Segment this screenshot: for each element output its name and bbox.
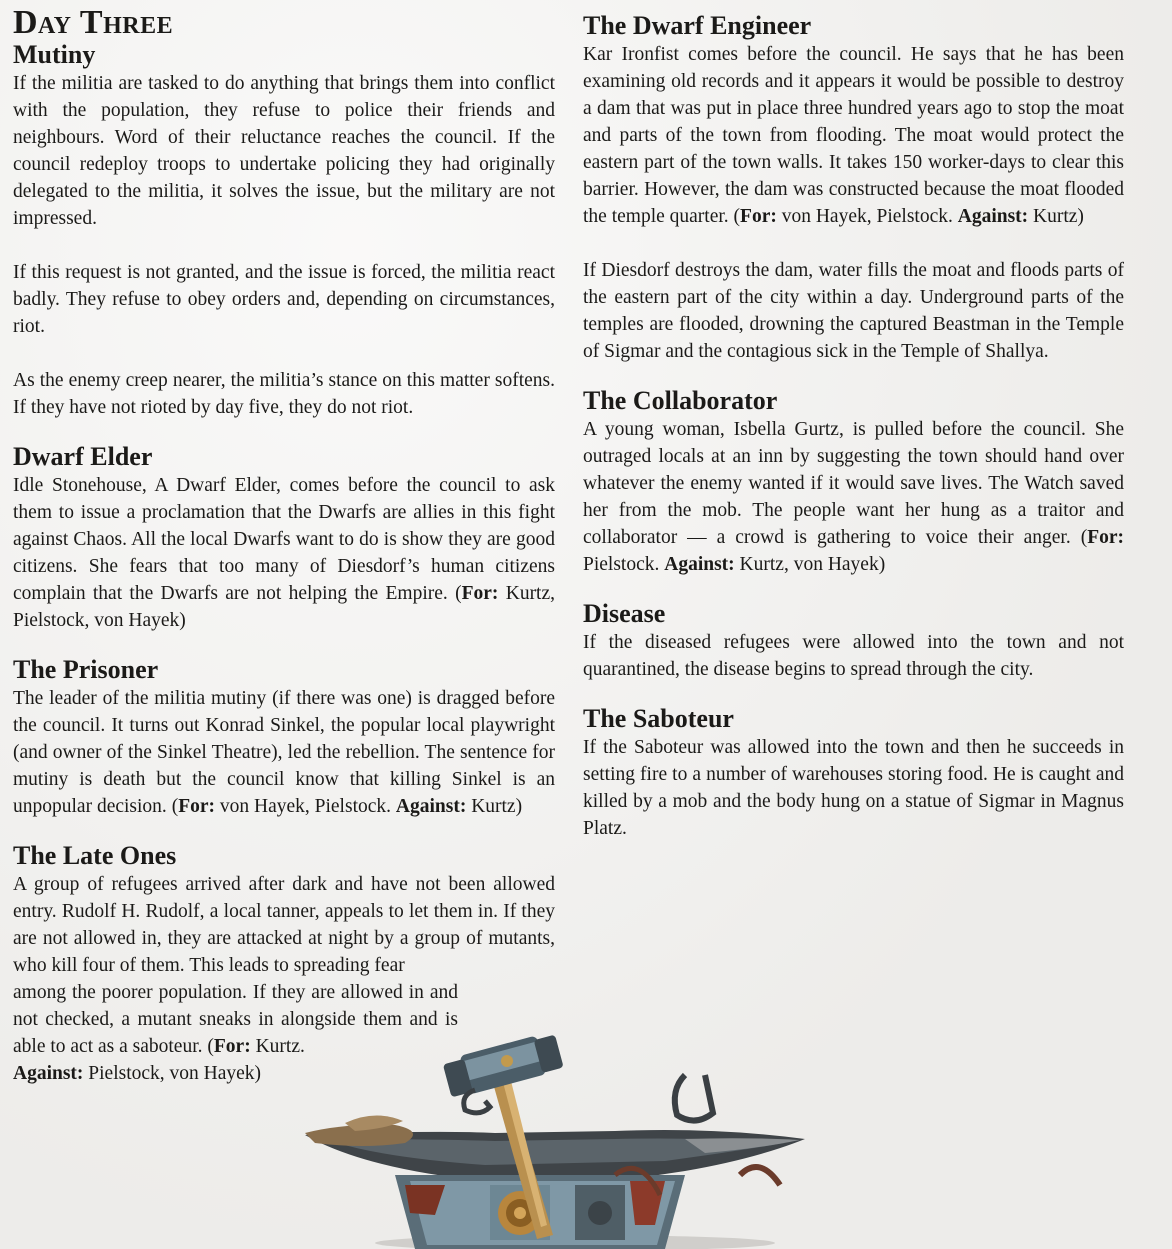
mutiny-paragraph-3: As the enemy creep nearer, the militia’s stance on this matter softens. If they have not rioted by day five, they do not riot. (13, 370, 555, 418)
prisoner-heading: The Prisoner (13, 655, 159, 684)
dwarf-elder-paragraph: Idle Stonehouse, A Dwarf Elder, comes before the council to ask them to issue a proclamation that the Dwarfs are allies in this fight against Chaos. All the local Dwarfs want to do is show they are good citizens. She fears that too many of Diesdorf’s human citizens complain that the Dwarfs are not helping the Empire. (For: Kurtz, Pielstock, von Hayek) (13, 475, 556, 631)
section-prisoner (13, 655, 555, 820)
section-saboteur (583, 704, 1124, 842)
left-column (13, 0, 555, 1108)
dwarf-elder-heading: Dwarf Elder (13, 442, 153, 471)
collaborator-heading: The Collaborator (583, 386, 778, 415)
disease-heading: Disease (583, 599, 666, 628)
engineer-paragraph-2: If Diesdorf destroys the dam, water fills the moat and floods parts of the eastern part of the city within a day. Underground parts of the temples are flooded, drowning the captured Beastman in the Temple of Sigmar and the contagious sick in the Temple of Shallya. (583, 260, 1124, 362)
section-dwarf-engineer (583, 0, 1124, 365)
engineer-heading: The Dwarf Engineer (583, 11, 812, 40)
saboteur-paragraph: If the Saboteur was allowed into the town and then he succeeds in setting fire to a number of warehouses storing food. He is caught and killed by a mob and the body hung on a statue of Sigmar in Magnus Platz. (583, 737, 1124, 839)
mutiny-heading: Mutiny (13, 40, 96, 69)
section-disease (583, 599, 1124, 683)
right-column (583, 0, 1124, 863)
anvil-with-hammer-icon (285, 1035, 805, 1249)
disease-paragraph: If the diseased refugees were allowed into the town and not quarantined, the disease begins to spread through the city. (583, 632, 1124, 680)
section-mutiny (13, 40, 555, 421)
section-dwarf-elder (13, 442, 555, 634)
late-ones-paragraph: A group of refugees arrived after dark and have not been allowed entry. Rudolf H. Rudolf, a local tanner, appeals to let them in. If they are not allowed in, they are attacked at night by a group of mutants, who kill four of them. This leads to spreading fear (13, 874, 555, 976)
mutiny-paragraph-1: If the militia are tasked to do anything that brings them into conflict with the population, they refuse to police their friends and neighbours. Word of their reluctance reaches the council. If the council redeploy troops to undertake policing they had originally delegated to the militia, it solves the issue, but the military are not impressed. (13, 73, 555, 229)
mutiny-paragraph-2: If this request is not granted, and the issue is forced, the militia react badly. They refuse to obey orders and, depending on circumstances, riot. (13, 262, 555, 337)
late-ones-paragraph-cont: among the poorer population. If they are allowed in and not checked, a mutant sneaks in alongside them and is able to act as a saboteur. (For: Kurtz. Against: Pielstock, von Hayek) (13, 982, 458, 1084)
engineer-paragraph-1: Kar Ironfist comes before the council. He says that he has been examining old records and it appears it would be possible to destroy a dam that was put in place three hundred years ago to stop the moat and parts of the town from flooding. The moat would protect the eastern part of the town walls. It takes 150 worker-days to clear this barrier. However, the dam was constructed because the moat flooded the temple quarter. (For: von Hayek, Pielstock. Against: Kurtz) (583, 44, 1124, 227)
late-ones-heading: The Late Ones (13, 841, 177, 870)
section-collaborator (583, 386, 1124, 578)
saboteur-heading: The Saboteur (583, 704, 734, 733)
day-title: Day Three (13, 4, 174, 41)
collaborator-paragraph: A young woman, Isbella Gurtz, is pulled before the council. She outraged locals at an inn by suggesting the town should hand over whatever the enemy wanted if it would save lives. The Watch saved her from the mob. The people want her hung as a traitor and collaborator — a crowd is gathering to voice their anger. (For: Pielstock. Against: Kurtz, von Hayek) (583, 419, 1124, 575)
prisoner-paragraph: The leader of the militia mutiny (if there was one) is dragged before the council. It turns out Konrad Sinkel, the popular local playwright (and owner of the Sinkel Theatre), led the rebellion. The sentence for mutiny is death but the council know that killing Sinkel is an unpopular decision. (For: von Hayek, Pielstock. Against: Kurtz) (13, 688, 555, 817)
